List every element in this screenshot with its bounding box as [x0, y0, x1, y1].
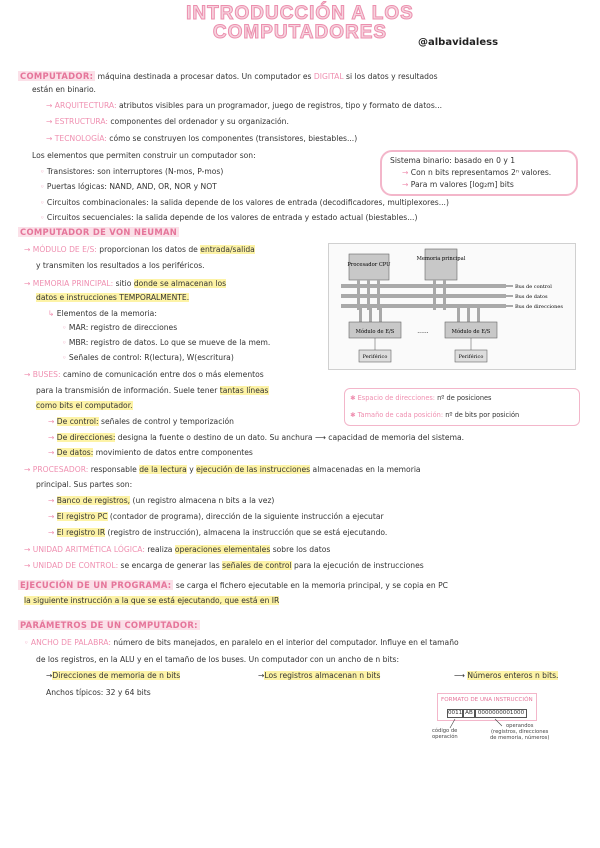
item-estructura: → ESTRUCTURA: componentes del ordenador y su organización.	[46, 117, 289, 126]
word-width: ◦ ANCHO DE PALABRA: número de bits manejados, en paralelo en el interior del computador. Influye en el tamaño	[24, 638, 459, 647]
binary-line3: → Para m valores [log₂m] bits	[402, 180, 514, 189]
params-heading: PARÁMETROS DE UN COMPUTADOR:	[20, 620, 198, 630]
memoria-item: ◦ MAR: registro de direcciones	[62, 323, 178, 332]
bus-control-line	[341, 284, 506, 288]
binary-line1: Sistema binario: basado en 0 y 1	[390, 156, 516, 165]
bus-connector	[357, 280, 360, 310]
memoria-principal: → MEMORIA PRINCIPAL: sitio donde se almacenan los	[24, 279, 227, 288]
address-line2: ✱ Tamaño de cada posición: nº de bits por posición	[350, 411, 520, 419]
register-cell: AB	[463, 709, 475, 718]
bus-connector	[369, 308, 372, 322]
bus-connector	[433, 280, 436, 310]
proc-item: → Banco de registros, (un registro almacena n bits a la vez)	[48, 496, 275, 505]
procesador-line2: principal. Sus partes son:	[36, 480, 133, 489]
modules-ellipsis: ......	[417, 328, 429, 335]
memoria-line2: datos e instrucciones TEMPORALMENTE.	[36, 293, 190, 302]
bus-connector	[457, 308, 460, 322]
procesador: → PROCESADOR: responsable de la lectura y ejecución de las instrucciones almacenadas en la memoria	[24, 465, 421, 474]
execution: EJECUCIÓN DE UN PROGRAMA: se carga el fichero ejecutable en la memoria principal, y se copia en PC	[20, 580, 448, 590]
operand-cell: 0000000001000	[475, 709, 527, 718]
page-title: INTRODUCCIÓN A LOS COMPUTADORES	[186, 3, 414, 43]
bus-arrows	[506, 286, 513, 306]
memoria-elements: ↳ Elementos de la memoria:	[48, 309, 157, 318]
elements-intro: Los elementos que permiten construir un computador son:	[32, 151, 256, 160]
item-arquitectura: → ARQUITECTURA: atributos visibles para un programador, juego de registros, tipo y formato de datos...	[46, 101, 443, 110]
width-arrow: →Direcciones de memoria de n bits	[46, 671, 181, 680]
buses: → BUSES: camino de comunicación entre dos o más elementos	[24, 370, 264, 379]
von-neumann-diagram	[328, 243, 576, 370]
bus-data-line	[341, 294, 506, 298]
diagram-svg	[329, 244, 577, 371]
intro-definition-line2: están en binario.	[32, 85, 96, 94]
address-line1: ✱ Espacio de direcciones: nº de posiciones	[350, 394, 492, 402]
item-tecnologia: → TECNOLOGÍA: cómo se construyen los componentes (transistores, biestables...)	[46, 134, 358, 143]
bus-item: → De direcciones: designa la fuente o destino de un dato. Su anchura ⟶ capacidad de memoria del sistema.	[48, 433, 465, 442]
module-right-label: Módulo de E/S	[451, 329, 491, 335]
element-item: ◦ Circuitos secuenciales: la salida depende de los valores de entrada y estado actual (biestables...)	[40, 213, 418, 222]
processor-label: Procesador CPU	[347, 262, 391, 268]
module-es-line2: y transmiten los resultados a los periféricos.	[36, 261, 205, 270]
word-width-line2: de los registros, en la ALU y en el tamaño de los buses. Un computador con un ancho de n bits:	[36, 655, 400, 664]
memory-block	[425, 249, 457, 280]
memoria-item: ◦ MBR: registro de datos. Lo que se mueve de la mem.	[62, 338, 271, 347]
bus-data-label: Bus de datos	[515, 294, 548, 300]
binary-line2: → Con n bits representamos 2ⁿ valores.	[402, 168, 552, 177]
buses-line3: como bits el computador.	[36, 401, 133, 410]
alu: → UNIDAD ARITMÉTICA LÓGICA: realiza operaciones elementales sobre los datos	[24, 545, 331, 554]
width-arrow: →Los registros almacenan n bits	[258, 671, 381, 680]
bus-item: → De control: señales de control y temporización	[48, 417, 234, 426]
bus-address-label: Bus de direcciones	[515, 304, 563, 310]
module-left-label: Módulo de E/S	[355, 329, 395, 335]
element-item: ◦ Puertas lógicas: NAND, AND, OR, NOR y NOT	[40, 182, 217, 191]
von-neumann-heading: COMPUTADOR DE VON NEUMAN	[20, 227, 178, 237]
computador-term: COMPUTADOR:	[20, 71, 94, 81]
periph-left-label: Periférico	[362, 354, 388, 360]
author-handle: @albavidaless	[418, 37, 499, 48]
bus-connector	[467, 308, 470, 322]
width-arrow: ⟶ Números enteros n bits.	[454, 671, 559, 680]
opcode-cell: 0011	[448, 710, 463, 716]
bus-connector	[379, 308, 382, 322]
bus-address-line	[341, 304, 506, 308]
proc-item: → El registro PC (contador de programa), dirección de la siguiente instrucción a ejecutar	[48, 512, 384, 521]
bus-connector	[443, 280, 446, 310]
opcode-label: código de operación	[432, 728, 458, 740]
buses-line2: para la transmisión de información. Suele tener tantas líneas	[36, 386, 269, 395]
operands-label: operandos (registros, direcciones de memoria, números)	[490, 723, 550, 741]
intro-definition: COMPUTADOR: máquina destinada a procesar datos. Un computador es DIGITAL si los datos y resultados	[20, 71, 438, 81]
element-item: ◦ Transistores: son interruptores (N-mos, P-mos)	[40, 167, 224, 176]
bus-connector	[359, 308, 362, 322]
memoria-item: ◦ Señales de control: R(lectura), W(escritura)	[62, 353, 234, 362]
proc-item: → El registro IR (registro de instrucción), almacena la instrucción que se está ejecutando.	[48, 528, 388, 537]
bus-connector	[477, 308, 480, 322]
instruction-format-title: FORMATO DE UNA INSTRUCCIÓN	[441, 697, 533, 703]
module-es: → MÓDULO DE E/S: proporcionan los datos de entrada/salida	[24, 245, 255, 254]
execution-line2: la siguiente instrucción a la que se está ejecutando, que está en IR	[24, 596, 280, 605]
unidad-control: → UNIDAD DE CONTROL: se encarga de generar las señales de control para la ejecución de instrucciones	[24, 561, 424, 570]
bus-connector	[367, 280, 370, 310]
element-item: ◦ Circuitos combinacionales: la salida depende de los valores de entrada (decodificadores, multiplexores...)	[40, 198, 449, 207]
bus-connector	[377, 280, 380, 310]
bus-control-label: Bus de control	[515, 284, 552, 290]
periph-right-label: Periférico	[458, 354, 484, 360]
bus-item: → De datos: movimiento de datos entre componentes	[48, 448, 253, 457]
memory-label: Memoria principal	[416, 256, 466, 262]
typical-widths: Anchos típicos: 32 y 64 bits	[46, 688, 151, 697]
